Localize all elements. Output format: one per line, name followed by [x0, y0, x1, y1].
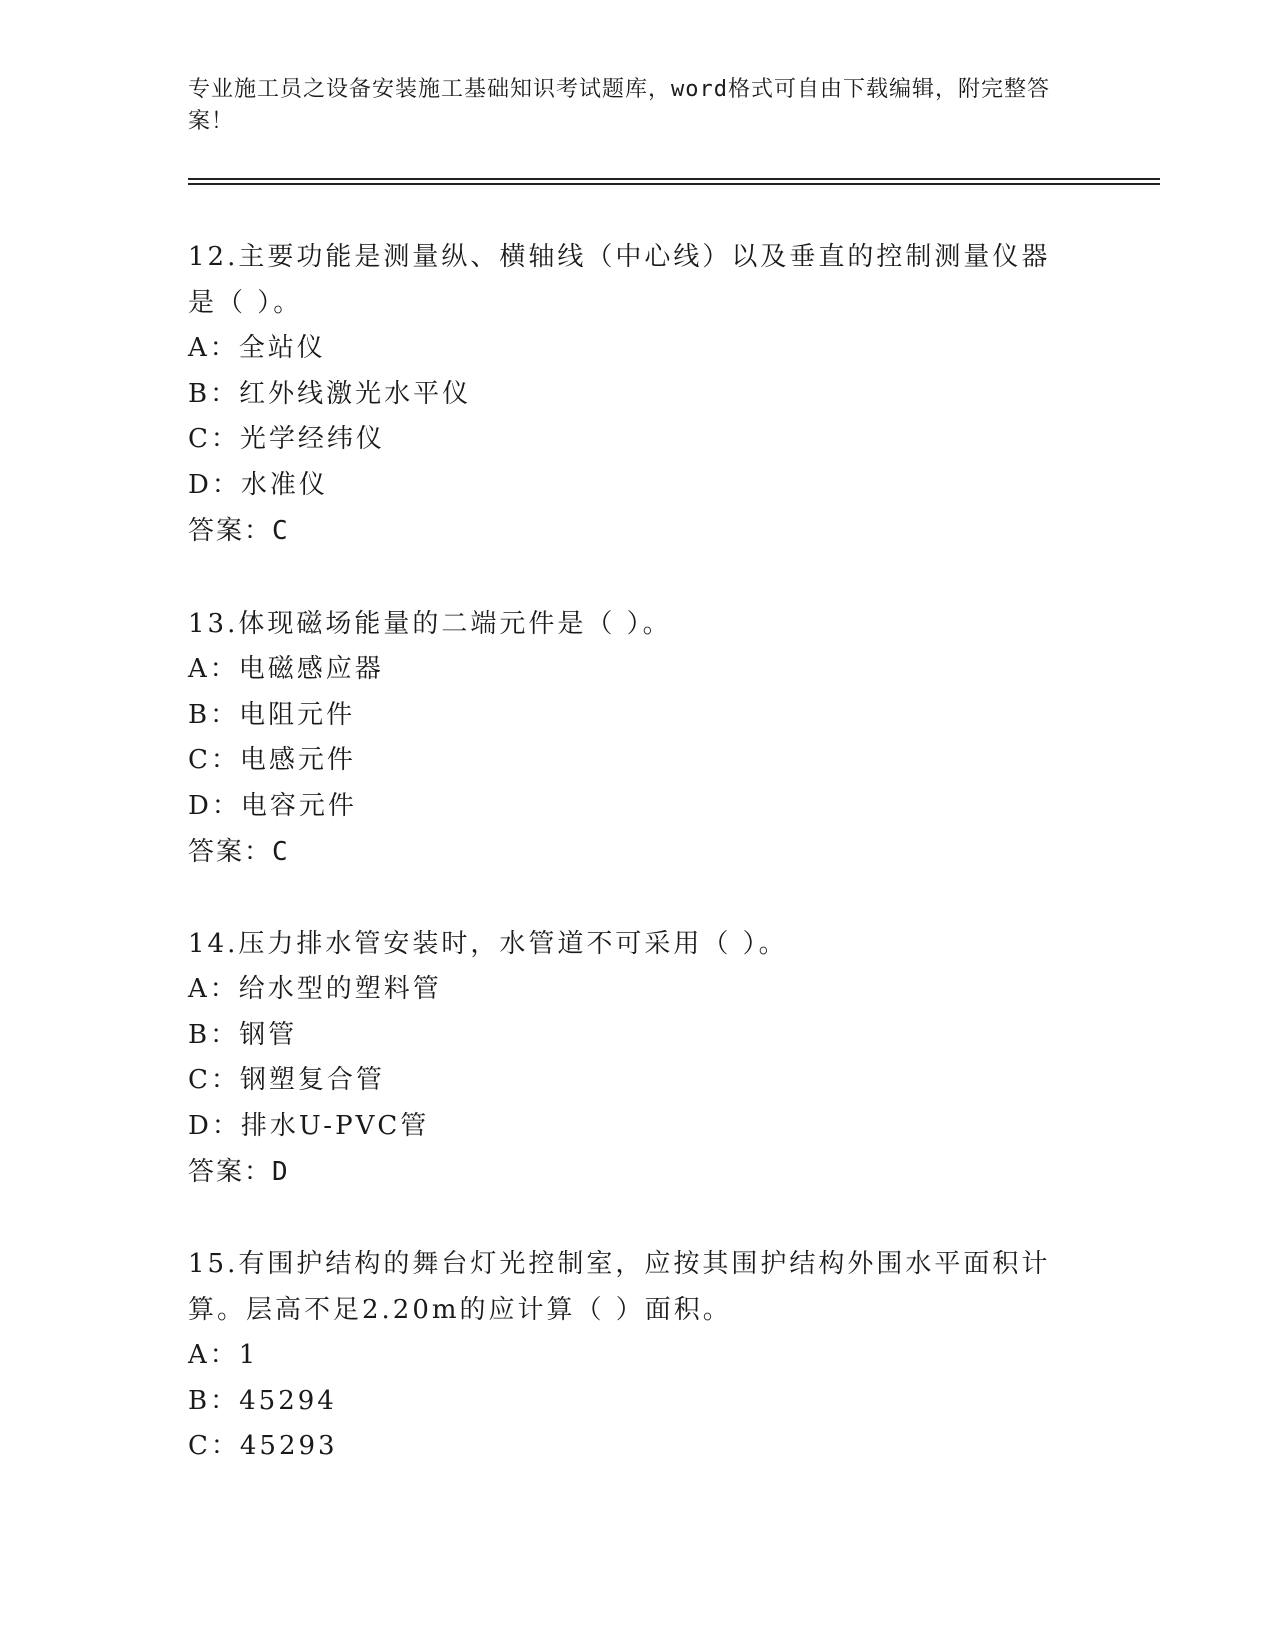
option-b: B：电阻元件	[188, 699, 356, 730]
option-b: B：45294	[188, 1385, 337, 1416]
question-15	[188, 1241, 1088, 1470]
option-c: C：电感元件	[188, 745, 356, 775]
option-d: D：排水U-PVC管	[188, 1110, 430, 1141]
option-c: C：钢塑复合管	[188, 1065, 385, 1095]
question-stem: 12.主要功能是测量纵、横轴线（中心线）以及垂直的控制测量仪器是（ ）。	[188, 242, 1051, 318]
option-d: D：电容元件	[188, 790, 357, 821]
answer: 答案：C	[188, 516, 290, 546]
question-14	[188, 921, 1088, 1195]
question-stem: 13.体现磁场能量的二端元件是（ ）。	[188, 609, 672, 639]
option-b: B：钢管	[188, 1019, 298, 1050]
question-stem: 15.有围护结构的舞台灯光控制室，应按其围护结构外围水平面积计算。层高不足2.20m的应计算（ ）面积。	[188, 1249, 1051, 1325]
question-12	[188, 234, 1088, 554]
question-13	[188, 601, 1088, 875]
option-a: A：1	[188, 1340, 259, 1370]
option-c: C：45293	[188, 1431, 338, 1461]
option-b: B：红外线激光水平仪	[188, 378, 472, 409]
header-divider-top	[188, 178, 1160, 180]
header-note: 专业施工员之设备安装施工基础知识考试题库，word格式可自由下载编辑，附完整答案！	[188, 77, 1050, 134]
option-a: A：给水型的塑料管	[188, 974, 442, 1004]
header-divider-bottom	[188, 183, 1160, 185]
option-a: A：电磁感应器	[188, 654, 384, 684]
question-stem: 14.压力排水管安装时，水管道不可采用（ ）。	[188, 929, 788, 959]
option-c: C：光学经纬仪	[188, 424, 385, 454]
option-a: A：全站仪	[188, 333, 326, 363]
answer: 答案：D	[188, 1157, 290, 1187]
answer: 答案：C	[188, 837, 290, 867]
option-d: D：水准仪	[188, 469, 328, 500]
